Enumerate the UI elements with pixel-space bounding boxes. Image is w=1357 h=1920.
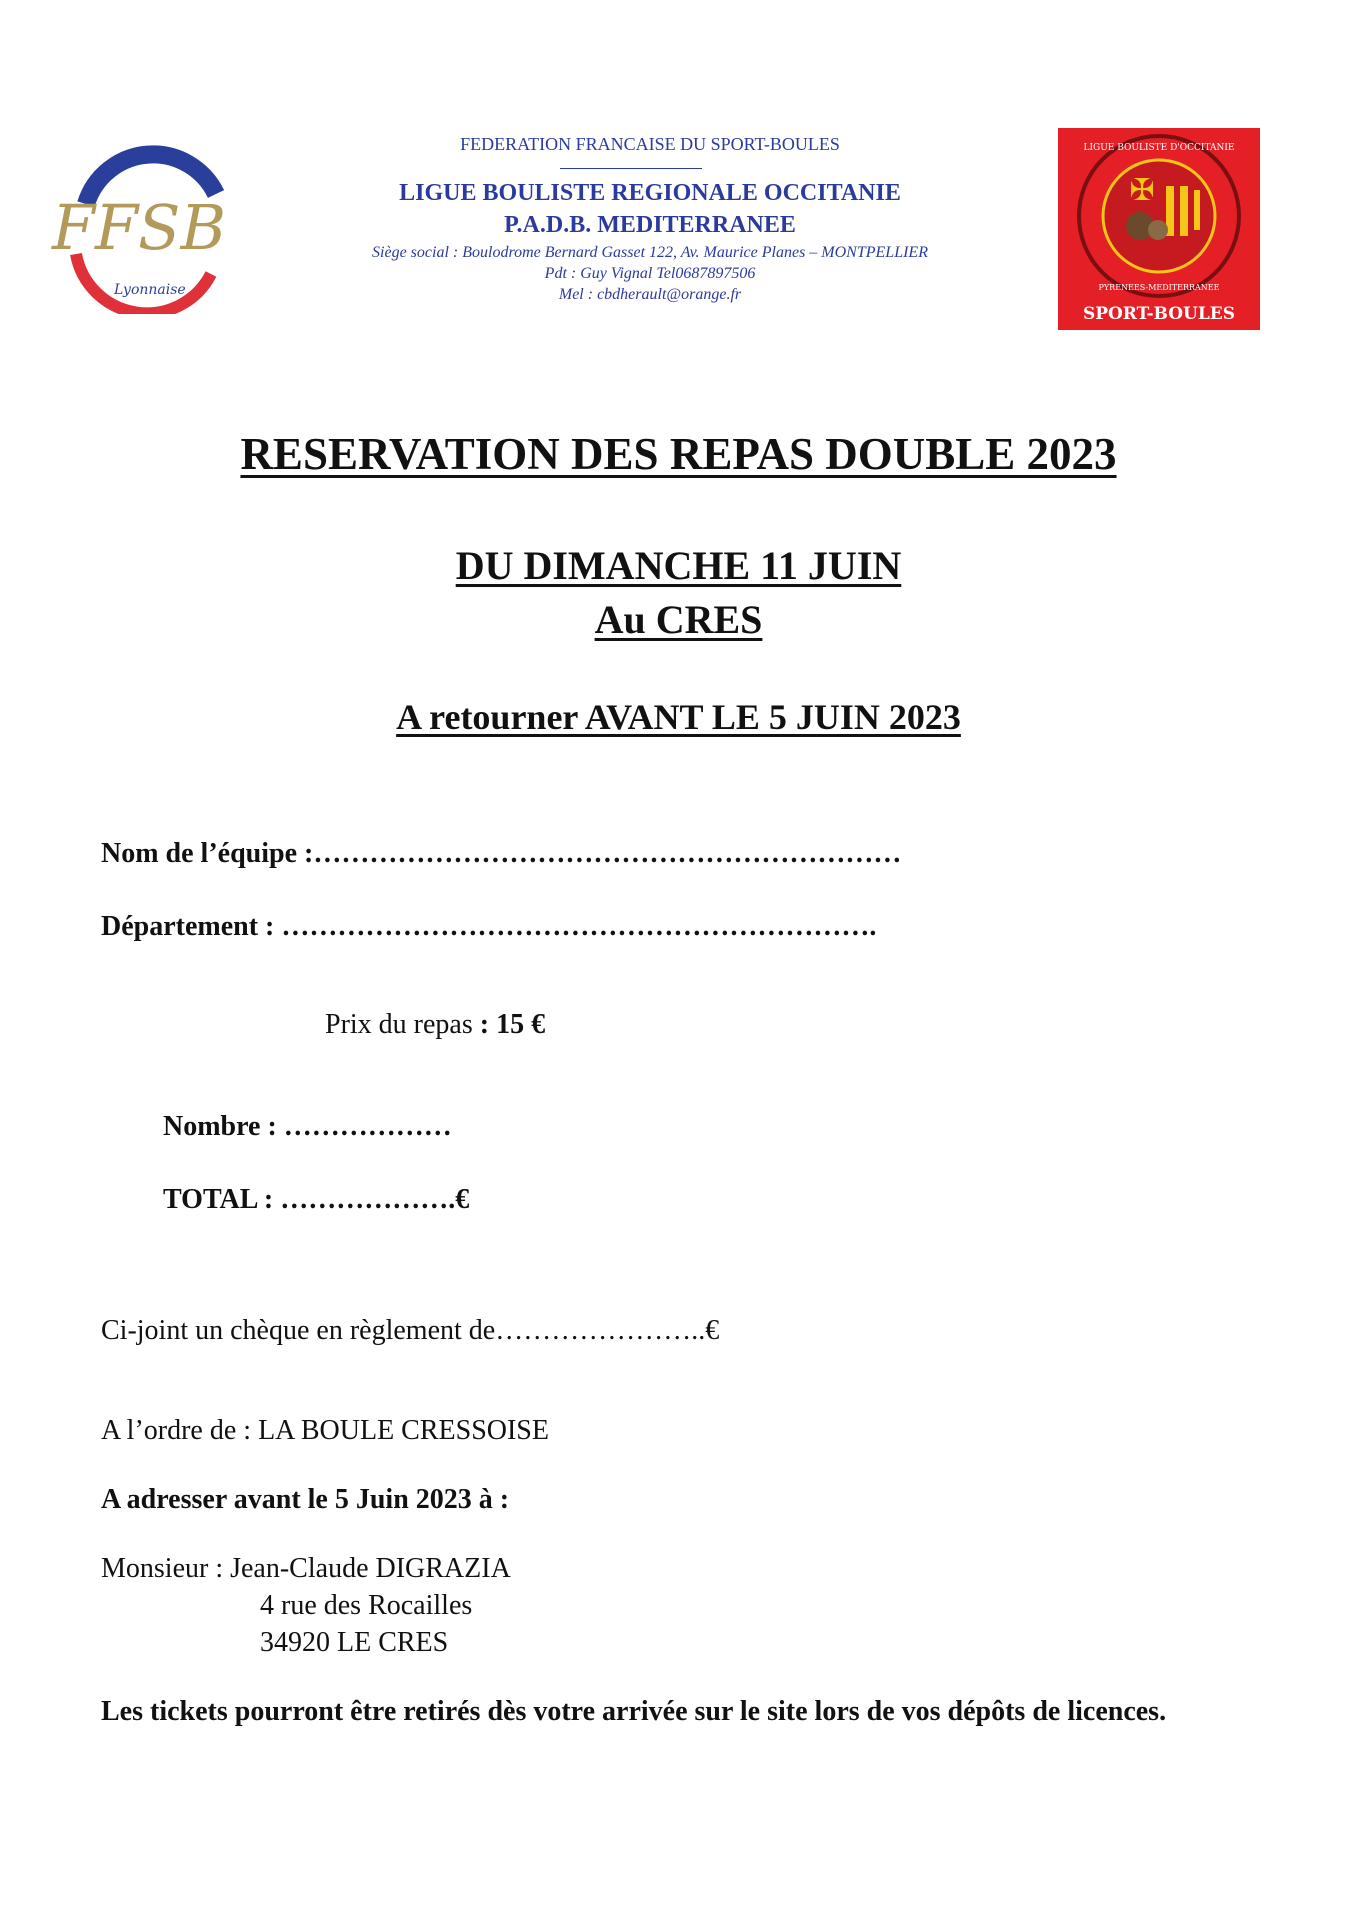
meal-price-value: : 15 €	[479, 1009, 546, 1040]
logo-ring-text-top: LIGUE BOULISTE D'OCCITANIE	[1083, 143, 1235, 153]
email-contact: Mel : cbdherault@orange.fr	[558, 286, 742, 303]
meal-price	[325, 1009, 545, 1041]
event-date: DU DIMANCHE 11 JUIN	[455, 543, 902, 588]
team-name-field[interactable]: Nom de l’équipe :………………………………………………………	[101, 838, 902, 869]
occitan-cross-icon: ✠	[1129, 173, 1155, 208]
ligue-name: LIGUE BOULISTE REGIONALE OCCITANIE	[399, 180, 901, 206]
send-before-heading: A adresser avant le 5 Juin 2023 à :	[101, 1484, 510, 1515]
siege-social: Siège social : Boulodrome Bernard Gasset 122, Av. Maurice Planes – MONTPELLIER	[372, 244, 928, 261]
occitanie-logo-graphic	[1058, 128, 1260, 330]
cheque-amount-field[interactable]: Ci-joint un chèque en règlement de…………………..€	[101, 1315, 720, 1346]
return-deadline: A retourner AVANT LE 5 JUIN 2023	[396, 697, 961, 737]
event-place: Au CRES	[594, 597, 763, 642]
recipient-street: 4 rue des Rocailles	[260, 1590, 473, 1621]
quantity-field[interactable]: Nombre : ………………	[163, 1111, 452, 1142]
logo-ring-text-bottom: PYRENEES-MEDITERRANEE	[1098, 283, 1220, 292]
meal-price-label: Prix du repas	[325, 1009, 480, 1040]
ffsb-top-text: Boule	[134, 170, 178, 188]
recipient-name: Monsieur : Jean-Claude DIGRAZIA	[101, 1553, 511, 1584]
sport-boules-label: SPORT-BOULES	[1082, 304, 1236, 324]
ffsb-logo	[46, 144, 242, 314]
padb-name: P.A.D.B. MEDITERRANEE	[504, 212, 796, 238]
ffsb-bottom-text: Lyonnaise	[114, 282, 186, 298]
page-title: RESERVATION DES REPAS DOUBLE 2023	[240, 429, 1117, 479]
tickets-note: Les tickets pourront être retirés dès votre arrivée sur le site lors de vos dépôts de licences.	[101, 1696, 1167, 1727]
ffsb-logo-graphic	[46, 144, 242, 314]
occitanie-logo	[1058, 128, 1260, 330]
total-field[interactable]: TOTAL : ……………….€	[163, 1184, 470, 1215]
department-field[interactable]: Département : ……………………………………………………….	[101, 911, 877, 942]
federation-name: FEDERATION FRANCAISE DU SPORT-BOULES	[460, 134, 840, 154]
recipient-city: 34920 LE CRES	[260, 1627, 449, 1658]
president-contact: Pdt : Guy Vignal Tel0687897506	[544, 265, 756, 282]
ffsb-main-text: FFSB	[52, 191, 227, 264]
payee-line: A l’ordre de : LA BOULE CRESSOISE	[101, 1415, 549, 1446]
header-separator	[560, 168, 702, 169]
